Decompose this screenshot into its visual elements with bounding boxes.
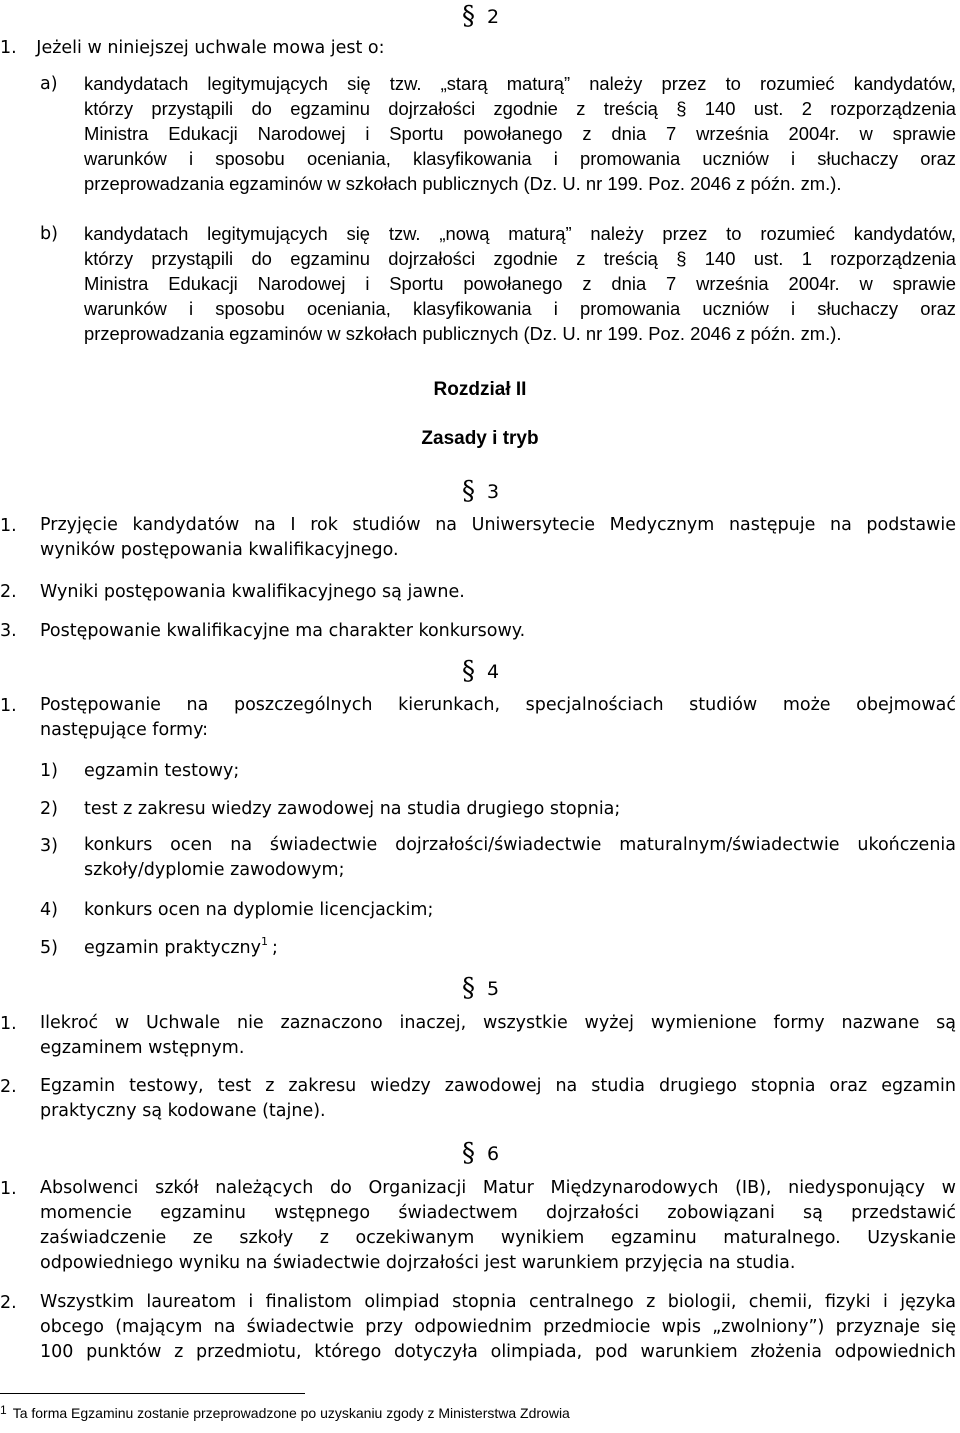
line: konkurs ocen na świadectwie dojrzałości/świadectwie maturalnym/świadectwie ukończenia [84, 835, 956, 855]
item-number: 1. [0, 696, 17, 716]
item-number: 5) [40, 938, 58, 958]
line: przeprowadzania egzaminów w szkołach publicznych (Dz. U. nr 199. Poz. 2046 z późn. zm.). [84, 323, 842, 344]
line: obcego (mającym na świadectwie przy odpowiednim przedmiocie wpis „zwolniony”) przyznaje się [40, 1317, 956, 1337]
s4-item-1 [40, 693, 956, 743]
line: kandydatach legitymujących się tzw. „nową maturą” należy przez to rozumieć kandydatów, [84, 223, 956, 244]
line: Ministra Edukacji Narodowej i Sportu powołanego z dnia 7 września 2004r. w sprawie [84, 123, 956, 144]
chapter-subtitle: Zasady i tryb [421, 428, 539, 449]
line: wyników postępowania kwalifikacyjnego. [40, 540, 399, 560]
item-number: 4) [40, 900, 58, 920]
line: kandydatach legitymujących się tzw. „starą maturą” należy przez to rozumieć kandydatów, [84, 73, 956, 94]
line: Postępowanie na poszczególnych kierunkach, specjalnościach studiów może obejmować [40, 695, 956, 715]
line: egzaminem wstępnym. [40, 1038, 245, 1058]
s2-item-a-text [84, 71, 956, 196]
line: Ilekroć w Uchwale nie zaznaczono inaczej, wszystkie wyżej wymienione formy nazwane są [40, 1013, 956, 1033]
s6-item-2 [40, 1290, 956, 1365]
line: warunków i sposobu oceniania, klasyfikowania i promowania uczniów i słuchaczy oraz [84, 298, 956, 319]
s5-item-2 [40, 1074, 956, 1124]
section-6-heading [462, 1137, 499, 1167]
line: Egzamin testowy, test z zakresu wiedzy zawodowej na studia drugiego stopnia oraz egzamin [40, 1076, 956, 1096]
section-number: 2 [487, 6, 500, 28]
item-number: 1. [0, 1014, 17, 1034]
line: Przyjęcie kandydatów na I rok studiów na Uniwersytecie Medycznym następuje na podstawie [40, 515, 956, 535]
footnote-ref[interactable]: 1 [260, 935, 268, 948]
item-number: 1. [0, 38, 17, 58]
item-number: 2. [0, 582, 17, 602]
footnote-text: Ta forma Egzaminu zostanie przeprowadzone po uzyskaniu zgody z Ministerstwa Zdrowia [12, 1405, 570, 1421]
line: momencie egzaminu wstępnego świadectwem dojrzałości zobowiązani są przedstawić [40, 1203, 956, 1223]
form-3 [84, 833, 956, 883]
s2-item-a-label: a) [40, 74, 58, 94]
section-number: 6 [487, 1143, 500, 1165]
s3-item-2: Wyniki postępowania kwalifikacyjnego są jawne. [40, 582, 465, 602]
s2-item-b-text [84, 221, 956, 346]
section-symbol: § [462, 476, 475, 506]
form-text: egzamin praktyczny [84, 938, 261, 958]
footnote [0, 1405, 570, 1421]
s3-item-1 [40, 513, 956, 563]
form-4: konkurs ocen na dyplomie licencjackim; [84, 900, 434, 920]
section-3-heading [462, 475, 499, 505]
line: Wszystkim laureatom i finalistom olimpiad stopnia centralnego z biologii, chemii, fizyki i języka [40, 1292, 956, 1312]
s6-item-1 [40, 1176, 956, 1276]
item-number: 1. [0, 516, 17, 536]
section-symbol: § [462, 973, 475, 1003]
section-symbol: § [462, 1, 475, 31]
footnote-separator [0, 1393, 305, 1394]
line: którzy przystąpili do egzaminu dojrzałości zgodnie z treścią § 140 ust. 1 rozporządzenia [84, 248, 956, 269]
line: Absolwenci szkół należących do Organizacji Matur Międzynarodowych (IB), niedysponujący w [40, 1178, 956, 1198]
line: zaświadczenie ze szkoły z oczekiwanym wynikiem egzaminu maturalnego. Uzyskanie [40, 1228, 956, 1248]
line: praktyczny są kodowane (tajne). [40, 1101, 326, 1121]
section-number: 5 [487, 978, 500, 1000]
s2-item-1 [0, 38, 385, 58]
s2-item-b-label: b) [40, 224, 58, 244]
form-2: test z zakresu wiedzy zawodowej na studia drugiego stopnia; [84, 799, 621, 819]
section-symbol: § [462, 656, 475, 686]
form-5 [84, 935, 278, 958]
line: przeprowadzania egzaminów w szkołach publicznych (Dz. U. nr 199. Poz. 2046 z późn. zm.). [84, 173, 842, 194]
chapter-title: Rozdział II [433, 379, 527, 400]
line: Ministra Edukacji Narodowej i Sportu powołanego z dnia 7 września 2004r. w sprawie [84, 273, 956, 294]
footnote-mark: 1 [0, 1403, 7, 1417]
item-number: 2. [0, 1077, 17, 1097]
line: następujące formy: [40, 720, 209, 740]
section-number: 3 [487, 481, 500, 503]
line: 100 punktów z przedmiotu, którego dotyczyła olimpiada, pod warunkiem złożenia odpowiednich [40, 1342, 956, 1362]
section-symbol: § [462, 1138, 475, 1168]
line: warunków i sposobu oceniania, klasyfikowania i promowania uczniów i słuchaczy oraz [84, 148, 956, 169]
s5-item-1 [40, 1011, 956, 1061]
s3-item-3: Postępowanie kwalifikacyjne ma charakter konkursowy. [40, 621, 526, 641]
item-number: 1. [0, 1179, 17, 1199]
form-tail: ; [271, 938, 278, 958]
item-number: 1) [40, 761, 58, 781]
item-number: 2. [0, 1293, 17, 1313]
form-1: egzamin testowy; [84, 761, 240, 781]
line: odpowiedniego wyniku na świadectwie dojrzałości jest warunkiem przyjęcia na studia. [40, 1253, 796, 1273]
section-5-heading [462, 972, 499, 1002]
line: szkoły/dyplomie zawodowym; [84, 860, 345, 880]
item-number: 2) [40, 799, 58, 819]
item-number: 3) [40, 836, 58, 856]
section-2-heading [462, 0, 499, 30]
line: którzy przystąpili do egzaminu dojrzałości zgodnie z treścią § 140 ust. 2 rozporządzenia [84, 98, 956, 119]
item-number: 3. [0, 621, 17, 641]
section-4-heading [462, 655, 499, 685]
section-number: 4 [487, 661, 500, 683]
item-text: Jeżeli w niniejszej uchwale mowa jest o: [36, 38, 385, 58]
